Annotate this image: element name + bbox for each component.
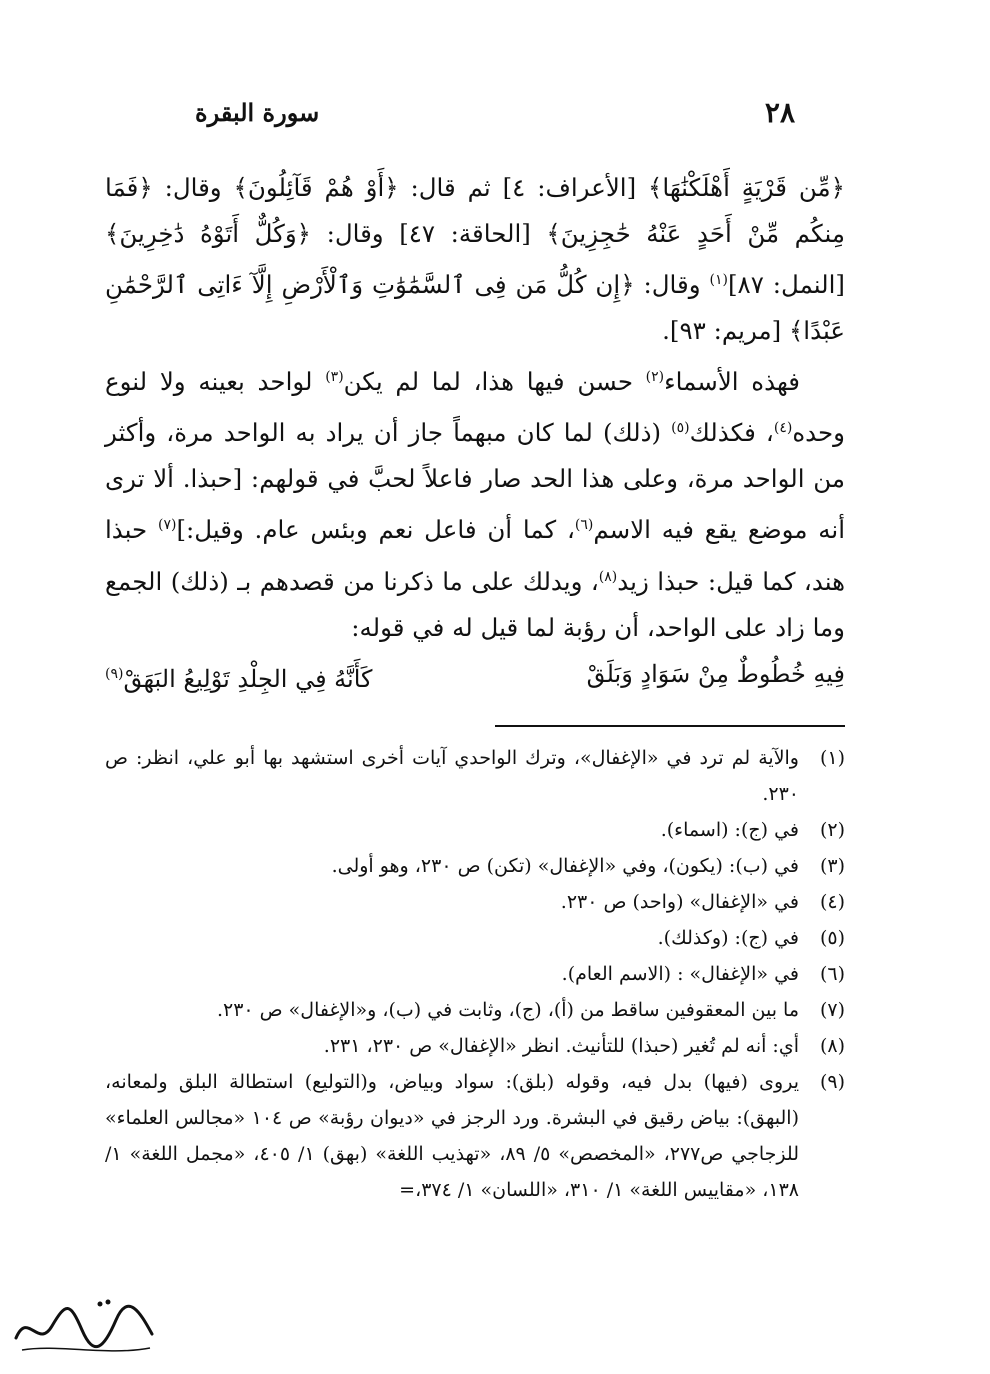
footnote-separator bbox=[495, 725, 845, 727]
text-run: وقال: ﴿إِن كُلُّ مَن فِى ٱلسَّمَٰوَٰتِ وَٱلْأَرْضِ إِلَّآ ءَاتِى ٱلرَّحْمَٰنِ عَبْدًا﴾ [مريم: ٩٣]. bbox=[105, 270, 845, 346]
text-run: فهذه الأسماء bbox=[664, 367, 800, 397]
main-text bbox=[105, 165, 845, 702]
paragraph-commentary bbox=[105, 354, 845, 651]
footnote-number: (١) bbox=[819, 747, 845, 769]
poetry-verse bbox=[105, 651, 845, 702]
footnote-text: في (ج): (وكذلك). bbox=[657, 927, 799, 949]
footnote-ref[interactable]: (٢) bbox=[645, 369, 665, 386]
footnote-ref[interactable]: (١) bbox=[709, 272, 728, 288]
footnote-item bbox=[105, 1064, 845, 1208]
calligraphy-logo bbox=[8, 1290, 158, 1364]
text-run: لواحد بعينه ولا لنوع وحده bbox=[105, 367, 845, 448]
text-run: ، فكذلك bbox=[689, 418, 774, 448]
footnote-number: (٨) bbox=[819, 1035, 845, 1057]
logo-dot bbox=[106, 1300, 111, 1305]
page-number: ٢٨ bbox=[764, 96, 795, 129]
footnote-item bbox=[105, 740, 845, 812]
footnote-item bbox=[105, 848, 845, 884]
footnote-ref[interactable]: (٣) bbox=[325, 369, 344, 386]
footnote-ref[interactable]: (٦) bbox=[574, 517, 594, 534]
footnote-text: في «الإغفال» : (الاسم العام). bbox=[561, 963, 799, 985]
footnotes-list bbox=[105, 740, 845, 1208]
text-run: (ذلك) لما كان مبهماً جاز أن يراد به الواحد مرة، وأكثر من الواحد مرة، وعلى هذا الحد صار فاعلاً لحبَّ في قولهم: [حبذا. ألا ترى أنه موضع يقع فيه الاسم bbox=[105, 418, 845, 545]
logo-dot bbox=[98, 1302, 103, 1307]
footnote-number: (٢) bbox=[819, 819, 845, 841]
footnote-text: في (ب): (يكون)، وفي «الإغفال» (تكن) ص ٢٣٠، وهو أولى. bbox=[331, 855, 799, 877]
footnote-number: (٦) bbox=[819, 963, 845, 985]
footnote-number: (٥) bbox=[819, 927, 845, 949]
footnote-number: (٩) bbox=[819, 1071, 845, 1093]
text-run: ﴿مِّن قَرْيَةٍ أَهْلَكْنَٰهَا﴾ [الأعراف: ٤] ثم قال: ﴿أَوْ هُمْ قَآئِلُونَ﴾ وقال: ﴿فَمَا مِنكُم مِّنْ أَحَدٍ عَنْهُ حَٰجِزِينَ﴾ [الحاقة: ٤٧] وقال: ﴿وَكُلٌّ أَتَوْهُ دَٰخِرِينَ﴾ [النمل: ٨٧] bbox=[105, 173, 846, 300]
footnote-ref[interactable]: (٤) bbox=[773, 420, 793, 437]
logo-flourish bbox=[16, 1306, 152, 1346]
footnote-item bbox=[105, 1028, 845, 1064]
footnote-item bbox=[105, 992, 845, 1028]
footnote-ref[interactable]: (٩) bbox=[105, 665, 124, 682]
footnote-text: ما بين المعقوفين ساقط من (أ)، (ج)، وثابت في (ب)، و«الإغفال» ص ٢٣٠. bbox=[216, 999, 799, 1021]
page-header bbox=[195, 96, 795, 136]
verse-second-hemistich bbox=[105, 651, 372, 702]
verse-first-hemistich: فِيهِ خُطُوطٌ مِنْ سَوَادٍ وَبَلَقْ bbox=[586, 659, 845, 688]
text-run: حسن فيها هذا، لما لم يكن bbox=[343, 367, 646, 397]
footnote-text: والآية لم ترد في «الإغفال»، وترك الواحدي آيات أخرى استشهد بها أبو علي، انظر: ص ٢٣٠. bbox=[105, 747, 799, 805]
footnote-item bbox=[105, 812, 845, 848]
running-title: سورة البقرة bbox=[195, 98, 320, 127]
text-run: ، كما أن فاعل نعم وبئس عام. وقيل:] bbox=[176, 515, 575, 545]
text-run: كَأَنَّهُ فِي الجِلْدِ تَوْلِيعُ البَهَقْ bbox=[123, 664, 373, 693]
footnote-ref[interactable]: (٨) bbox=[598, 568, 618, 585]
footnote-item bbox=[105, 956, 845, 992]
footnote-text: في (ج): (اسماء). bbox=[660, 819, 799, 841]
footnote-ref[interactable]: (٥) bbox=[671, 420, 690, 437]
footnote-text: في «الإغفال» (واحد) ص ٢٣٠. bbox=[560, 891, 799, 913]
footnote-text: يروى (فيها) بدل فيه، وقوله (بلق): سواد وبياض، و(التوليع) استطالة البلق ولمعانه، (البهق): بياض رقيق في البشرة. ورد الرجز في «ديوان رؤبة» ص ١٠٤ «مجالس العلماء» للزجاجي ص٢٧٧، «المخصص» ٥/ ٨٩، «تهذيب اللغة» (بهق) ١/ ٤٠٥، «مجمل اللغة» ١/ ١٣٨، «مقاييس اللغة» ١/ ٣١٠، «اللسان» ١/ ٣٧٤،= bbox=[105, 1071, 799, 1201]
footnote-ref[interactable]: (٧) bbox=[158, 517, 177, 534]
paragraph-quran-citations bbox=[105, 165, 845, 354]
text-run: ، ويدلك على ما ذكرنا من قصدهم بـ (ذلك) الجمع وما زاد على الواحد، أن رؤبة لما قيل له في قوله: bbox=[105, 566, 845, 642]
text-run: حبذا هند، كما قيل: حبذا زيد bbox=[105, 515, 846, 596]
footnote-number: (٧) bbox=[819, 999, 845, 1021]
footnote-text: أي: أنه لم تُغير (حبذا) للتأنيث. انظر «الإغفال» ص ٢٣٠، ٢٣١. bbox=[323, 1035, 799, 1057]
logo-underline bbox=[22, 1348, 150, 1351]
footnote-item bbox=[105, 920, 845, 956]
footnote-number: (٤) bbox=[819, 891, 845, 913]
footnote-number: (٣) bbox=[819, 855, 845, 877]
footnote-item bbox=[105, 884, 845, 920]
